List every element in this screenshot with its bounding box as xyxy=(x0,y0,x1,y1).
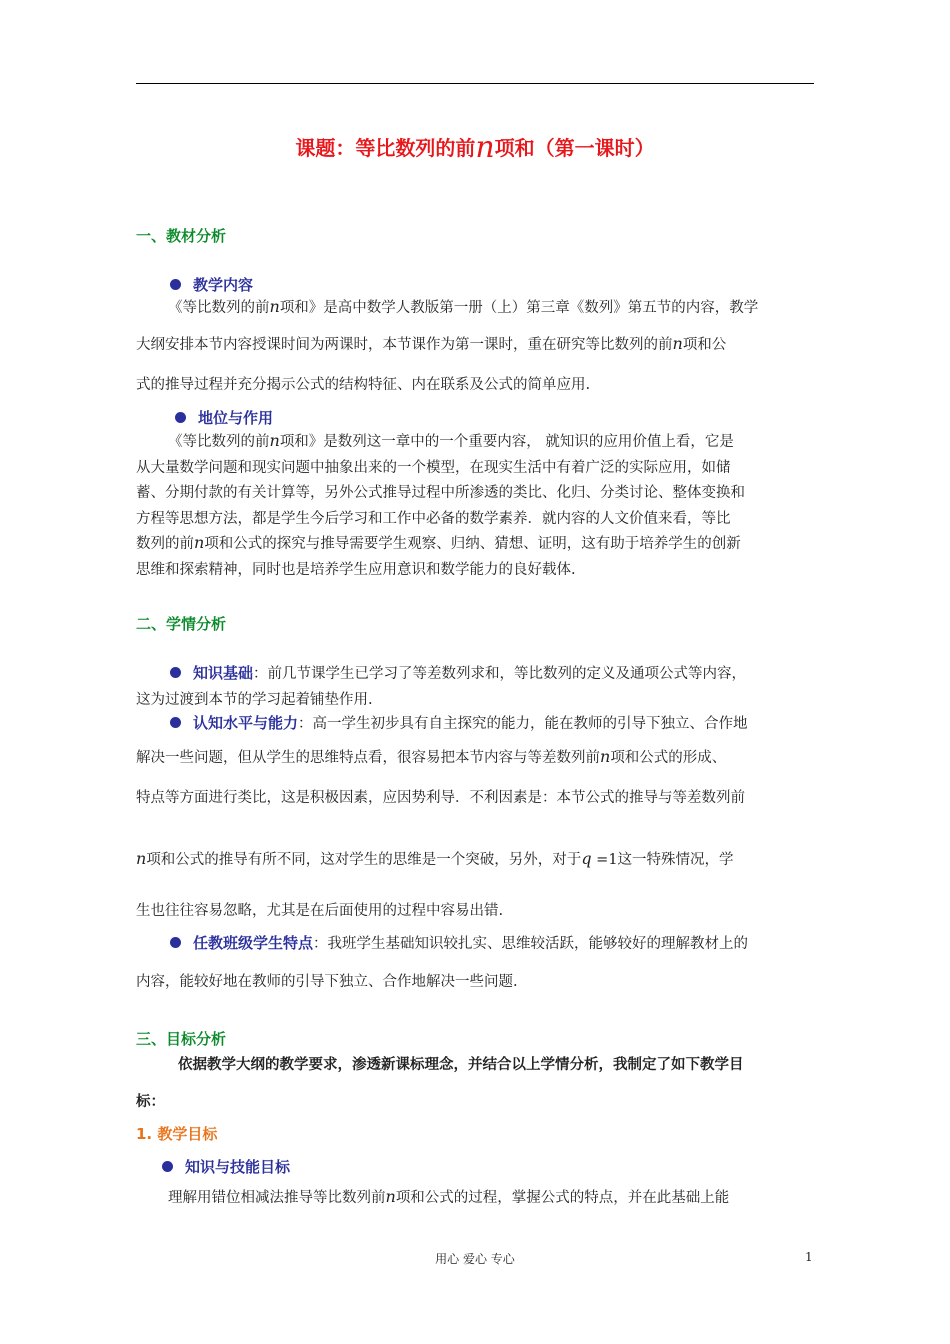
goal-heading: 1. 教学目标 xyxy=(136,1125,218,1143)
paragraph-line: 这为过渡到本节的学习起着铺垫作用. xyxy=(136,692,373,708)
paragraph-line: 认知水平与能力：高一学生初步具有自主探究的能力，能在教师的引导下独立、合作地 xyxy=(170,712,748,733)
paragraph-line: 蓄、分期付款的有关计算等，另外公式推导过程中所渗透的类比、化归、分类讨论、整体变换和 xyxy=(136,485,745,501)
bullet-icon xyxy=(170,937,181,948)
paragraph-line: 大纲安排本节内容授课时间为两课时，本节课作为第一课时，重在研究等比数列的前n项和公 xyxy=(136,334,727,353)
paragraph-line: 知识基础：前几节课学生已学习了等差数列求和，等比数列的定义及通项公式等内容， xyxy=(170,662,746,683)
paragraph-line: 思维和探索精神，同时也是培养学生应用意识和数学能力的良好载体. xyxy=(136,562,576,578)
page-footer: 用心 爱心 专心 xyxy=(435,1252,515,1266)
paragraph-line: 内容，能较好地在教师的引导下独立、合作地解决一些问题. xyxy=(136,974,518,990)
paragraph-line: 依据教学大纲的教学要求，渗透新课标理念，并结合以上学情分析，我制定了如下教学目 xyxy=(178,1057,744,1073)
paragraph-line: 生也往往容易忽略，尤其是在后面使用的过程中容易出错. xyxy=(136,903,504,919)
subheading-knowledge-skill: 知识与技能目标 xyxy=(162,1156,290,1177)
paragraph-line: 理解用错位相减法推导等比数列前n项和公式的过程，掌握公式的特点，并在此基础上能 xyxy=(168,1187,730,1206)
paragraph-line: 式的推导过程并充分揭示公式的结构特征、内在联系及公式的简单应用. xyxy=(136,377,591,393)
paragraph-line: 解决一些问题，但从学生的思维特点看，很容易把本节内容与等差数列前n项和公式的形成、 xyxy=(136,747,727,766)
bullet-icon xyxy=(170,717,181,728)
section-heading-1: 一、教材分析 xyxy=(136,227,227,245)
page-number: 1 xyxy=(805,1250,813,1264)
bullet-icon xyxy=(170,667,181,678)
paragraph-line: 特点等方面进行类比，这是积极因素，应因势利导．不利因素是：本节公式的推导与等差数列前 xyxy=(136,790,745,806)
paragraph-line: 《等比数列的前n项和》是高中数学人教版第一册（上）第三章《数列》第五节的内容，教学 xyxy=(168,297,759,316)
paragraph-line: 数列的前n项和公式的探究与推导需要学生观察、归纳、猜想、证明，这有助于培养学生的创新 xyxy=(136,533,741,552)
page-title: 课题：等比数列的前n项和（第一课时） xyxy=(295,130,655,165)
subheading-teaching-content: 教学内容 xyxy=(170,274,253,295)
paragraph-line: n项和公式的推导有所不同，这对学生的思维是一个突破，另外，对于q =1这一特殊情况，学 xyxy=(136,849,734,868)
subheading-position-role: 地位与作用 xyxy=(175,407,273,428)
paragraph-line: 方程等思想方法，都是学生今后学习和工作中必备的数学素养．就内容的人文价值来看，等比 xyxy=(136,511,731,527)
paragraph-line: 从大量数学问题和现实问题中抽象出来的一个模型，在现实生活中有着广泛的实际应用，如储 xyxy=(136,460,731,476)
bullet-icon xyxy=(162,1161,173,1172)
bullet-icon xyxy=(170,279,181,290)
paragraph-line: 《等比数列的前n项和》是数列这一章中的一个重要内容， 就知识的应用价值上看，它是 xyxy=(168,431,734,450)
section-heading-3: 三、目标分析 xyxy=(136,1030,227,1048)
paragraph-line: 任教班级学生特点：我班学生基础知识较扎实、思维较活跃，能够较好的理解教材上的 xyxy=(170,932,748,953)
bullet-icon xyxy=(175,412,186,423)
section-heading-2: 二、学情分析 xyxy=(136,615,227,633)
header-rule xyxy=(136,83,814,84)
paragraph-line: 标： xyxy=(136,1094,165,1110)
